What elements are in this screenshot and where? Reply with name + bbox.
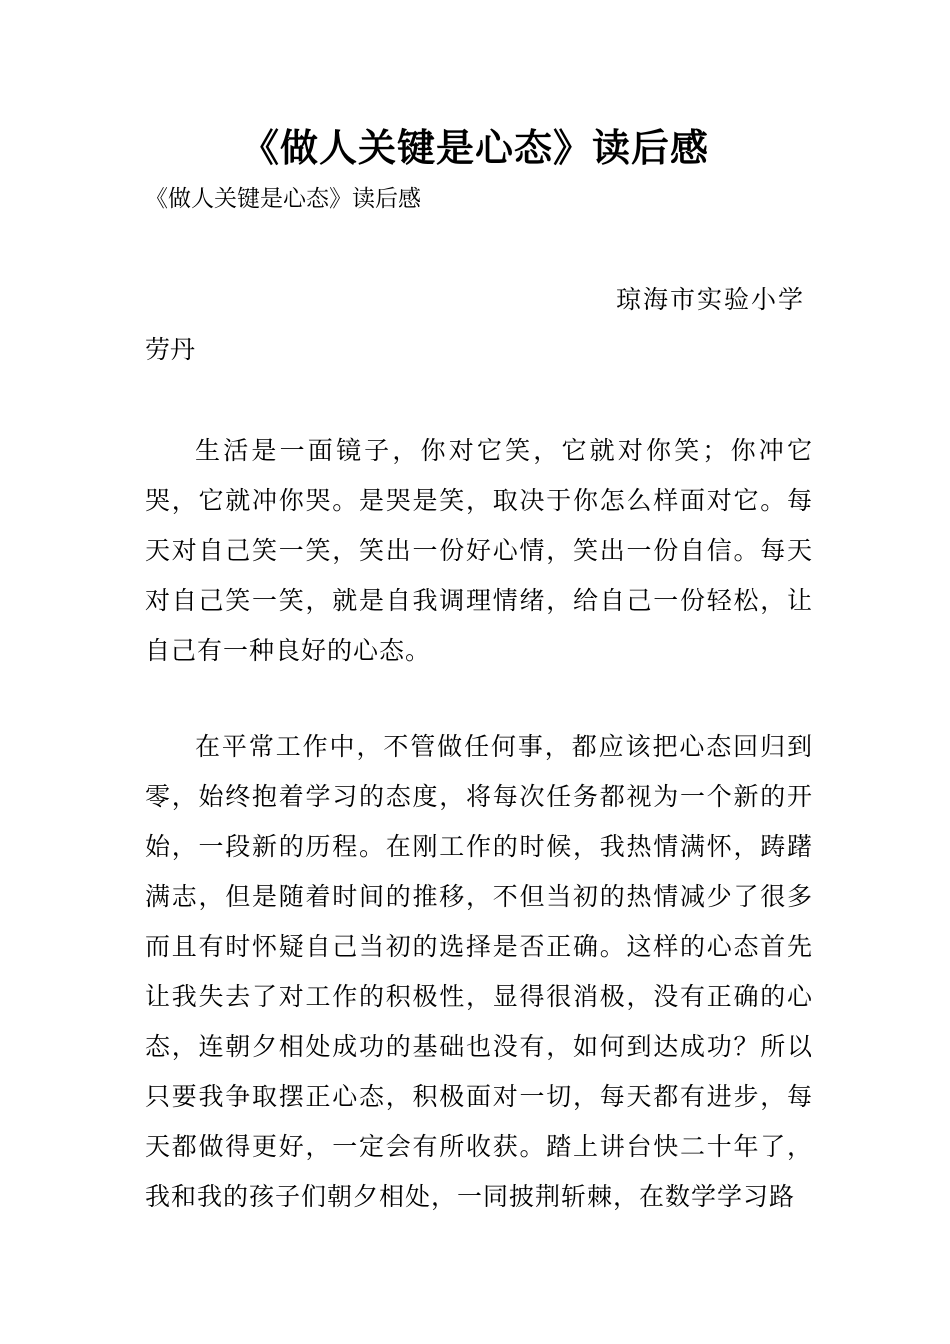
body-paragraph-1: 生活是一面镜子，你对它笑，它就对你笑；你冲它哭，它就冲你哭。是哭是笑，取决于你怎么样面对它。每天对自己笑一笑，笑出一份好心情，笑出一份自信。每天对自己笑一笑，就是自我调理情绪，给自己一份轻松，让自己有一种良好的心态。 [145, 436, 813, 665]
document-title: 《做人关键是心态》读后感 [240, 126, 709, 170]
author-school: 琼海市实验小学 [615, 285, 805, 314]
document-subtitle: 《做人关键是心态》读后感 [145, 186, 421, 212]
body-paragraph-2: 在平常工作中，不管做任何事，都应该把心态回归到零，始终抱着学习的态度，将每次任务都视为一个新的开始，一段新的历程。在刚工作的时候，我热情满怀，踌躇满志，但是随着时间的推移，不但当初的热情减少了很多而且有时怀疑自己当初的选择是否正确。这样的心态首先让我失去了对工作的积极性，显得很消极，没有正确的心态，连朝夕相处成功的基础也没有，如何到达成功？所以只要我争取摆正心态，积极面对一切，每天都有进步，每天都做得更好，一定会有所收获。踏上讲台快二十年了，我和我的孩子们朝夕相处，一同披荆斩棘，在数学学习路 [145, 732, 813, 1211]
author-name: 劳丹 [145, 335, 196, 364]
